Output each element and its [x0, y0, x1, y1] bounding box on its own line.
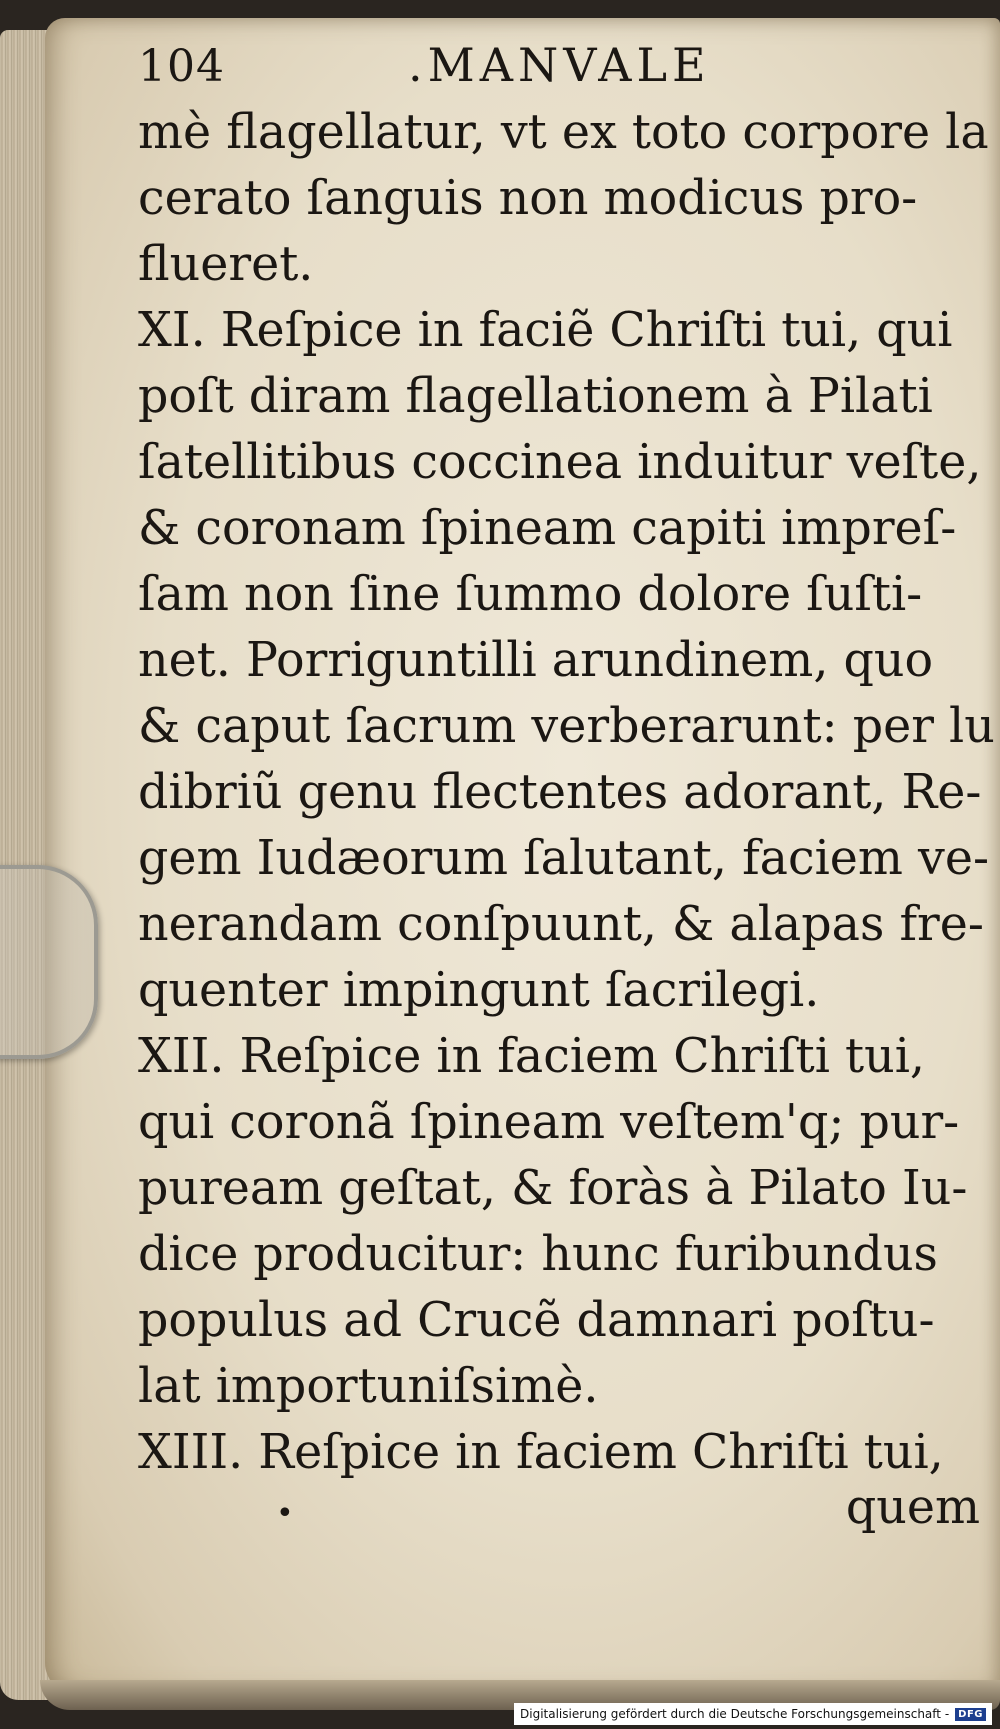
text-block — [138, 38, 998, 1535]
text-line: ſam non ſine ſummo dolore ſuſti- — [138, 567, 923, 622]
text-line: & caput ſacrum verberarunt: per lu — [138, 699, 995, 754]
running-head — [138, 38, 998, 100]
body-text — [138, 100, 998, 1486]
text-line: lat importuniſsimè. — [138, 1359, 599, 1414]
text-line: XII. Reſpice in faciem Chriſti tui, — [138, 1029, 925, 1084]
signature-mark: • — [276, 1496, 294, 1531]
text-line: qui coronã ſpineam veſtem'q; pur- — [138, 1095, 960, 1150]
digitization-credit — [514, 1703, 992, 1725]
text-line: poſt diram flagellationem à Pilati — [138, 369, 933, 424]
text-line: ſatellitibus coccinea induitur veſte, — [138, 435, 982, 490]
text-line: puream geſtat, & foràs à Pilato Iu- — [138, 1161, 968, 1216]
text-line: dibriũ genu flectentes adorant, Re- — [138, 765, 982, 820]
text-line: gem Iudæorum ſalutant, faciem ve- — [138, 831, 990, 886]
text-line: quenter impingunt ſacrilegi. — [138, 963, 820, 1018]
text-line: XI. Reſpice in faciẽ Chriſti tui, qui — [138, 303, 953, 358]
credit-text: Digitalisierung gefördert durch die Deutsche Forschungsgemeinschaft - — [520, 1707, 950, 1721]
text-line: net. Porriguntilli arundinem, quo — [138, 633, 934, 688]
text-line: populus ad Crucẽ damnari poſtu- — [138, 1293, 935, 1348]
text-line: cerato ſanguis non modicus pro- — [138, 171, 918, 226]
text-line: flueret. — [138, 237, 314, 292]
dfg-logo: DFG — [955, 1708, 986, 1721]
running-title: .MANVALE — [408, 38, 711, 92]
text-line: mè flagellatur, vt ex toto corpore la — [138, 105, 989, 160]
text-line: XIII. Reſpice in faciem Chriſti tui, — [138, 1425, 944, 1480]
page-number: 104 — [138, 41, 225, 92]
catchword: quem — [845, 1480, 980, 1535]
catchword-row — [138, 1480, 980, 1535]
text-line: & coronam ſpineam capiti impreſ- — [138, 501, 957, 556]
text-line: nerandam conſpuunt, & alapas fre- — [138, 897, 984, 952]
ribbon-clip — [0, 865, 98, 1059]
text-line: dice producitur: hunc furibundus — [138, 1227, 938, 1282]
